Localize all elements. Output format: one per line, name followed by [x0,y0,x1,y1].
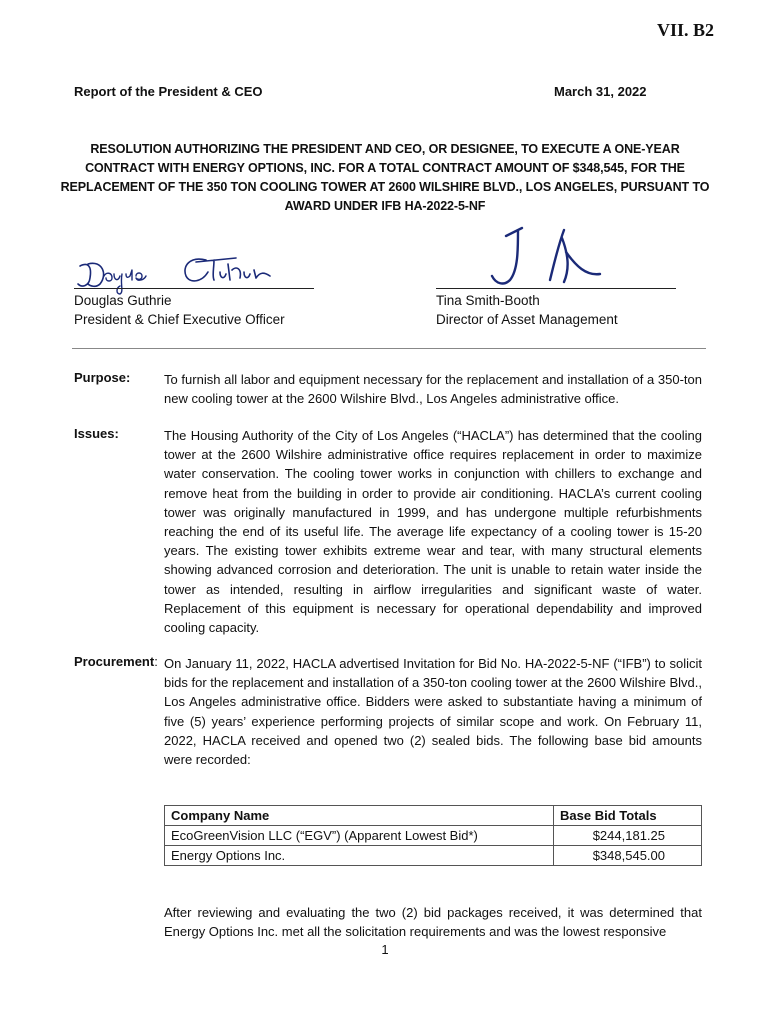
signature-line-right [436,288,676,289]
signatory-name: Douglas Guthrie [74,293,172,308]
company-name-cell: EcoGreenVision LLC (“EGV”) (Apparent Lowest Bid*) [165,826,554,846]
signatory-right [436,291,618,329]
agenda-item-tag: VII. B2 [656,20,714,40]
procurement-text: On January 11, 2022, HACLA advertised Invitation for Bid No. HA-2022-5-NF (“IFB”) to solicit bids for the replacement and installation of a 350-ton cooling tower at the 2600 Wilshire Blvd., Los Angeles administrative office. Bidders were asked to substantiate having a minimum of five (5) years’ experience performing projects of similar scope and work. On February 11, 2022, HACLA received and opened two (2) sealed bids. The following base bid amounts were recorded: [164,656,702,768]
purpose-label: Purpose: [74,370,131,385]
bid-table [164,805,702,866]
signature-tina-smith-booth [480,224,620,290]
table-row [165,826,702,846]
signatory-title: Director of Asset Management [436,312,618,327]
signatory-name: Tina Smith-Booth [436,293,540,308]
table-row [165,846,702,866]
bid-total-cell: $348,545.00 [554,846,702,866]
resolution-title: RESOLUTION AUTHORIZING THE PRESIDENT AND CEO, OR DESIGNEE, TO EXECUTE A ONE-YEAR CONTRACT WITH ENERGY OPTIONS, INC. FOR A TOTAL CONTRACT AMOUNT OF $348,545, FOR THE REPLACEMENT OF THE 350 TON COOLING TOWER AT 2600 WILSHIRE BLVD., LOS ANGELES, PURSUANT TO AWARD UNDER IFB HA-2022-5-NF [60,142,710,213]
table-header-row [165,806,702,826]
signature-line-left [74,288,314,289]
report-date: March 31, 2022 [554,84,647,99]
purpose-text: To furnish all labor and equipment necessary for the replacement and installation of a 350-ton new cooling tower at the 2600 Wilshire Blvd., Los Angeles administrative office. [164,372,702,407]
column-header-company: Company Name [165,806,554,826]
issues-label: Issues: [74,426,119,441]
column-header-bid: Base Bid Totals [554,806,702,826]
report-title: Report of the President & CEO [74,84,263,99]
procurement-label: Procurement: [74,654,158,669]
bid-total-cell: $244,181.25 [554,826,702,846]
section-divider [72,348,706,349]
signatory-title: President & Chief Executive Officer [74,312,285,327]
company-name-cell: Energy Options Inc. [165,846,554,866]
evaluation-text: After reviewing and evaluating the two (2) bid packages received, it was determined that Energy Options Inc. met all the solicitation requirements and was the lowest responsive [164,905,702,940]
page-number: 1 [381,942,389,957]
issues-text: The Housing Authority of the City of Los Angeles (“HACLA”) has determined that the cooling tower at the 2600 Wilshire administrative office requires replacement in order to maximize water conservation. The cooling tower works in conjunction with chillers to exchange and remove heat from the building in order to provide air conditioning. HACLA’s current cooling tower was originally manufactured in 1999, and has undergone multiple refurbishments reaching the end of its useful life. The average life expectancy of a cooling tower is 15-20 years. The existing tower exhibits extreme wear and tear, with many structural elements showing advanced corrosion and deterioration. The unit is unable to retain water inside the tower as intended, resulting in airflow irregularities and significant waste of water. Replacement of this equipment is necessary for operational dependability and improved cooling capacity. [164,428,702,636]
signatory-left [74,291,285,329]
